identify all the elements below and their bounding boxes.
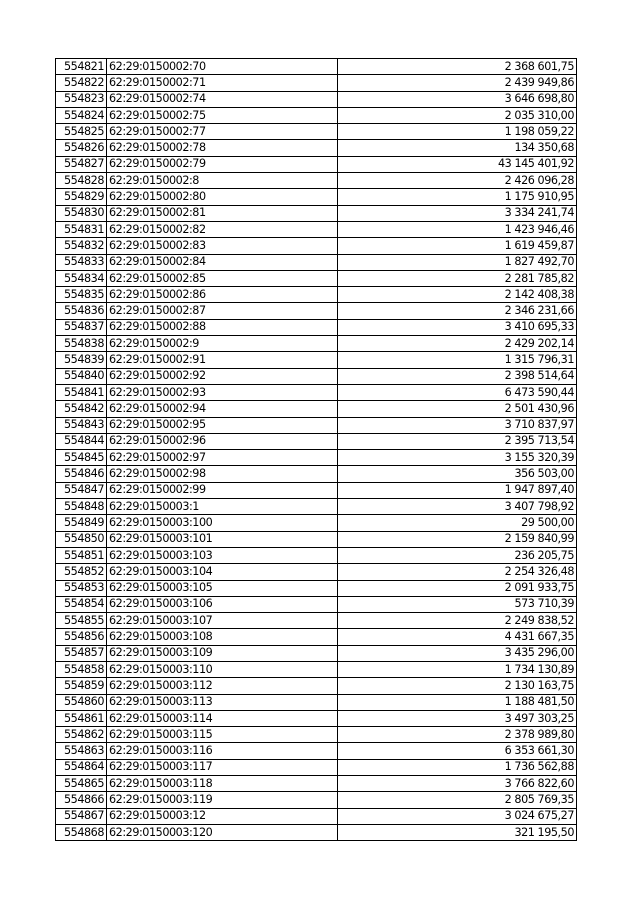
row-number-cell: 554847 [56, 482, 107, 498]
table-row [56, 107, 577, 123]
table-row [56, 547, 577, 563]
table-row [56, 564, 577, 580]
row-number-cell: 554859 [56, 678, 107, 694]
table-row [56, 531, 577, 547]
row-number-cell: 554822 [56, 75, 107, 91]
cadastral-value-cell: 43 145 401,92 [338, 156, 577, 172]
table-row [56, 384, 577, 400]
cadastral-number-cell: 62:29:0150003:1 [107, 499, 338, 515]
cadastral-number-cell: 62:29:0150003:114 [107, 710, 338, 726]
cadastral-number-cell: 62:29:0150002:77 [107, 124, 338, 140]
cadastral-number-cell: 62:29:0150002:84 [107, 254, 338, 270]
cadastral-value-cell: 2 142 408,38 [338, 287, 577, 303]
row-number-cell: 554857 [56, 645, 107, 661]
cadastral-number-cell: 62:29:0150003:115 [107, 727, 338, 743]
cadastral-value-cell: 4 431 667,35 [338, 629, 577, 645]
row-number-cell: 554832 [56, 238, 107, 254]
cadastral-value-cell: 1 315 796,31 [338, 352, 577, 368]
row-number-cell: 554841 [56, 384, 107, 400]
row-number-cell: 554827 [56, 156, 107, 172]
table-row [56, 205, 577, 221]
cadastral-value-cell: 3 334 241,74 [338, 205, 577, 221]
table-row [56, 368, 577, 384]
row-number-cell: 554828 [56, 173, 107, 189]
row-number-cell: 554854 [56, 596, 107, 612]
cadastral-number-cell: 62:29:0150003:103 [107, 547, 338, 563]
table-row [56, 91, 577, 107]
cadastral-number-cell: 62:29:0150002:91 [107, 352, 338, 368]
row-number-cell: 554839 [56, 352, 107, 368]
table-row [56, 221, 577, 237]
cadastral-number-cell: 62:29:0150003:12 [107, 808, 338, 824]
cadastral-number-cell: 62:29:0150002:75 [107, 107, 338, 123]
row-number-cell: 554835 [56, 287, 107, 303]
table-row [56, 189, 577, 205]
cadastral-value-cell: 1 947 897,40 [338, 482, 577, 498]
row-number-cell: 554846 [56, 466, 107, 482]
row-number-cell: 554860 [56, 694, 107, 710]
row-number-cell: 554824 [56, 107, 107, 123]
cadastral-number-cell: 62:29:0150002:93 [107, 384, 338, 400]
cadastral-value-cell: 2 395 713,54 [338, 433, 577, 449]
cadastral-value-cell: 1 175 910,95 [338, 189, 577, 205]
cadastral-value-cell: 1 619 459,87 [338, 238, 577, 254]
cadastral-value-cell: 2 249 838,52 [338, 613, 577, 629]
cadastral-value-cell: 356 503,00 [338, 466, 577, 482]
table-row [56, 645, 577, 661]
row-number-cell: 554868 [56, 824, 107, 840]
cadastral-number-cell: 62:29:0150003:120 [107, 824, 338, 840]
row-number-cell: 554823 [56, 91, 107, 107]
row-number-cell: 554843 [56, 417, 107, 433]
table-row [56, 824, 577, 840]
cadastral-number-cell: 62:29:0150002:78 [107, 140, 338, 156]
row-number-cell: 554826 [56, 140, 107, 156]
cadastral-number-cell: 62:29:0150002:82 [107, 221, 338, 237]
table-row [56, 661, 577, 677]
table-row [56, 124, 577, 140]
cadastral-value-cell: 6 473 590,44 [338, 384, 577, 400]
row-number-cell: 554850 [56, 531, 107, 547]
cadastral-number-cell: 62:29:0150003:112 [107, 678, 338, 694]
row-number-cell: 554833 [56, 254, 107, 270]
cadastral-value-cell: 1 188 481,50 [338, 694, 577, 710]
table-row [56, 580, 577, 596]
table-row [56, 808, 577, 824]
cadastral-value-cell: 134 350,68 [338, 140, 577, 156]
cadastral-number-cell: 62:29:0150002:98 [107, 466, 338, 482]
cadastral-number-cell: 62:29:0150002:79 [107, 156, 338, 172]
row-number-cell: 554825 [56, 124, 107, 140]
row-number-cell: 554842 [56, 401, 107, 417]
table-row [56, 287, 577, 303]
table-row [56, 238, 577, 254]
cadastral-value-table [55, 58, 577, 841]
cadastral-value-cell: 2 805 769,35 [338, 792, 577, 808]
row-number-cell: 554861 [56, 710, 107, 726]
row-number-cell: 554848 [56, 499, 107, 515]
cadastral-number-cell: 62:29:0150003:107 [107, 613, 338, 629]
cadastral-value-cell: 3 646 698,80 [338, 91, 577, 107]
cadastral-value-cell: 573 710,39 [338, 596, 577, 612]
cadastral-value-cell: 2 130 163,75 [338, 678, 577, 694]
cadastral-value-cell: 2 368 601,75 [338, 59, 577, 75]
cadastral-value-cell: 6 353 661,30 [338, 743, 577, 759]
cadastral-value-cell: 1 423 946,46 [338, 221, 577, 237]
cadastral-number-cell: 62:29:0150003:100 [107, 515, 338, 531]
table-row [56, 499, 577, 515]
table-row [56, 792, 577, 808]
cadastral-value-cell: 321 195,50 [338, 824, 577, 840]
row-number-cell: 554830 [56, 205, 107, 221]
cadastral-value-cell: 1 734 130,89 [338, 661, 577, 677]
table-row [56, 710, 577, 726]
cadastral-value-cell: 2 281 785,82 [338, 270, 577, 286]
table-row [56, 727, 577, 743]
cadastral-number-cell: 62:29:0150003:108 [107, 629, 338, 645]
table-row [56, 140, 577, 156]
cadastral-value-cell: 3 497 303,25 [338, 710, 577, 726]
cadastral-value-cell: 2 346 231,66 [338, 303, 577, 319]
cadastral-number-cell: 62:29:0150002:74 [107, 91, 338, 107]
cadastral-number-cell: 62:29:0150002:95 [107, 417, 338, 433]
cadastral-value-cell: 2 439 949,86 [338, 75, 577, 91]
cadastral-value-cell: 3 410 695,33 [338, 319, 577, 335]
cadastral-number-cell: 62:29:0150002:86 [107, 287, 338, 303]
cadastral-number-cell: 62:29:0150002:83 [107, 238, 338, 254]
row-number-cell: 554852 [56, 564, 107, 580]
cadastral-number-cell: 62:29:0150002:81 [107, 205, 338, 221]
row-number-cell: 554829 [56, 189, 107, 205]
row-number-cell: 554834 [56, 270, 107, 286]
table-row [56, 254, 577, 270]
cadastral-value-cell: 1 198 059,22 [338, 124, 577, 140]
row-number-cell: 554821 [56, 59, 107, 75]
table-row [56, 678, 577, 694]
cadastral-number-cell: 62:29:0150002:87 [107, 303, 338, 319]
cadastral-value-cell: 1 736 562,88 [338, 759, 577, 775]
cadastral-value-cell: 236 205,75 [338, 547, 577, 563]
cadastral-value-cell: 3 155 320,39 [338, 450, 577, 466]
cadastral-number-cell: 62:29:0150002:96 [107, 433, 338, 449]
row-number-cell: 554867 [56, 808, 107, 824]
row-number-cell: 554840 [56, 368, 107, 384]
table-row [56, 173, 577, 189]
row-number-cell: 554855 [56, 613, 107, 629]
row-number-cell: 554856 [56, 629, 107, 645]
table-row [56, 482, 577, 498]
cadastral-number-cell: 62:29:0150002:80 [107, 189, 338, 205]
table-row [56, 759, 577, 775]
row-number-cell: 554837 [56, 319, 107, 335]
table-row [56, 336, 577, 352]
row-number-cell: 554844 [56, 433, 107, 449]
row-number-cell: 554853 [56, 580, 107, 596]
cadastral-number-cell: 62:29:0150003:110 [107, 661, 338, 677]
cadastral-number-cell: 62:29:0150002:99 [107, 482, 338, 498]
table-row [56, 743, 577, 759]
cadastral-number-cell: 62:29:0150003:104 [107, 564, 338, 580]
row-number-cell: 554862 [56, 727, 107, 743]
row-number-cell: 554849 [56, 515, 107, 531]
table-row [56, 417, 577, 433]
cadastral-value-cell: 2 501 430,96 [338, 401, 577, 417]
row-number-cell: 554836 [56, 303, 107, 319]
table-body [56, 59, 577, 841]
cadastral-value-cell: 2 254 326,48 [338, 564, 577, 580]
cadastral-value-cell: 2 378 989,80 [338, 727, 577, 743]
table-row [56, 596, 577, 612]
cadastral-value-cell: 3 024 675,27 [338, 808, 577, 824]
cadastral-number-cell: 62:29:0150003:113 [107, 694, 338, 710]
table-row [56, 776, 577, 792]
table-row [56, 466, 577, 482]
cadastral-number-cell: 62:29:0150002:88 [107, 319, 338, 335]
cadastral-value-cell: 3 710 837,97 [338, 417, 577, 433]
cadastral-value-cell: 2 091 933,75 [338, 580, 577, 596]
cadastral-value-cell: 2 035 310,00 [338, 107, 577, 123]
row-number-cell: 554845 [56, 450, 107, 466]
cadastral-number-cell: 62:29:0150003:106 [107, 596, 338, 612]
row-number-cell: 554865 [56, 776, 107, 792]
cadastral-number-cell: 62:29:0150003:118 [107, 776, 338, 792]
table-row [56, 75, 577, 91]
cadastral-number-cell: 62:29:0150002:70 [107, 59, 338, 75]
cadastral-value-cell: 3 766 822,60 [338, 776, 577, 792]
table-row [56, 59, 577, 75]
cadastral-value-cell: 2 398 514,64 [338, 368, 577, 384]
table-row [56, 303, 577, 319]
cadastral-value-cell: 1 827 492,70 [338, 254, 577, 270]
table-row [56, 352, 577, 368]
table-row [56, 401, 577, 417]
cadastral-value-cell: 2 426 096,28 [338, 173, 577, 189]
cadastral-number-cell: 62:29:0150002:94 [107, 401, 338, 417]
row-number-cell: 554838 [56, 336, 107, 352]
row-number-cell: 554866 [56, 792, 107, 808]
table-row [56, 629, 577, 645]
cadastral-value-cell: 2 429 202,14 [338, 336, 577, 352]
cadastral-number-cell: 62:29:0150002:8 [107, 173, 338, 189]
cadastral-number-cell: 62:29:0150002:71 [107, 75, 338, 91]
row-number-cell: 554863 [56, 743, 107, 759]
table-row [56, 270, 577, 286]
row-number-cell: 554831 [56, 221, 107, 237]
cadastral-number-cell: 62:29:0150003:109 [107, 645, 338, 661]
table-row [56, 433, 577, 449]
cadastral-number-cell: 62:29:0150003:105 [107, 580, 338, 596]
cadastral-number-cell: 62:29:0150002:85 [107, 270, 338, 286]
table-row [56, 694, 577, 710]
table-row [56, 450, 577, 466]
cadastral-number-cell: 62:29:0150002:92 [107, 368, 338, 384]
cadastral-number-cell: 62:29:0150003:101 [107, 531, 338, 547]
row-number-cell: 554858 [56, 661, 107, 677]
cadastral-value-cell: 3 407 798,92 [338, 499, 577, 515]
cadastral-value-cell: 29 500,00 [338, 515, 577, 531]
cadastral-value-cell: 2 159 840,99 [338, 531, 577, 547]
table-row [56, 319, 577, 335]
cadastral-value-cell: 3 435 296,00 [338, 645, 577, 661]
table-row [56, 156, 577, 172]
cadastral-number-cell: 62:29:0150003:117 [107, 759, 338, 775]
table-row [56, 613, 577, 629]
cadastral-number-cell: 62:29:0150003:116 [107, 743, 338, 759]
cadastral-number-cell: 62:29:0150003:119 [107, 792, 338, 808]
cadastral-number-cell: 62:29:0150002:9 [107, 336, 338, 352]
table-row [56, 515, 577, 531]
cadastral-number-cell: 62:29:0150002:97 [107, 450, 338, 466]
row-number-cell: 554851 [56, 547, 107, 563]
row-number-cell: 554864 [56, 759, 107, 775]
